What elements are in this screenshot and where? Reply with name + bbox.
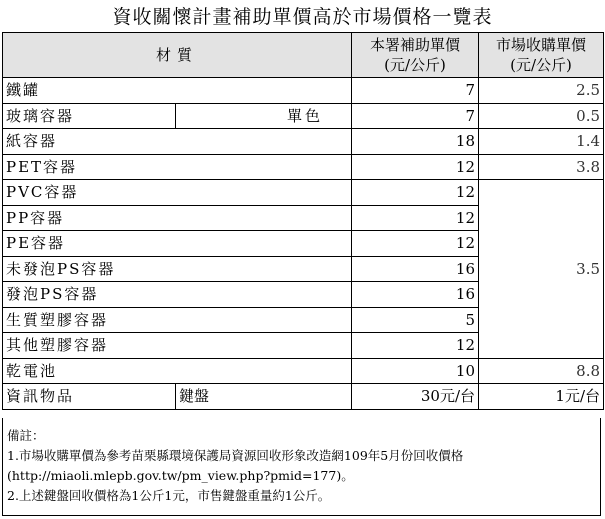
market-price: 1元/台 <box>479 384 604 410</box>
header-subsidy-line2: (元/公斤) <box>384 56 446 74</box>
subsidy-price: 30元/台 <box>352 384 479 410</box>
material-name: PP容器 <box>3 205 352 231</box>
material-subtype-label: 單色 <box>287 106 324 125</box>
notes-section <box>2 418 601 516</box>
note-line: 1.市場收購單價為參考苗栗縣環境保護局資源回收形象改造網109年5月份回收價格 <box>7 448 464 463</box>
subsidy-price: 16 <box>352 282 479 308</box>
subsidy-price: 5 <box>352 307 479 333</box>
subsidy-price: 12 <box>352 205 479 231</box>
material-name: 鐵罐 <box>3 78 352 104</box>
header-material: 材質 <box>3 33 352 78</box>
market-price: 3.8 <box>479 154 604 180</box>
subsidy-price: 7 <box>352 78 479 104</box>
market-price: 2.5 <box>479 78 604 104</box>
material-subtype <box>176 103 352 129</box>
header-market <box>479 33 604 78</box>
subsidy-price: 12 <box>352 333 479 359</box>
subsidy-price: 10 <box>352 358 479 384</box>
subsidy-price: 12 <box>352 231 479 257</box>
material-name: 資訊物品 <box>3 384 176 410</box>
material-name: 發泡PS容器 <box>3 282 352 308</box>
table-row <box>3 129 604 155</box>
table-row <box>3 358 604 384</box>
subsidy-price: 7 <box>352 103 479 129</box>
table-title: 資收關懷計畫補助單價高於市場價格一覽表 <box>112 6 493 28</box>
header-subsidy <box>352 33 479 78</box>
material-name: PET容器 <box>3 154 352 180</box>
price-table <box>2 32 604 410</box>
subsidy-price: 16 <box>352 256 479 282</box>
material-name: 其他塑膠容器 <box>3 333 352 359</box>
note-line: 2.上述鍵盤回收價格為1公斤1元，市售鍵盤重量約1公斤。 <box>7 488 331 503</box>
market-price: 0.5 <box>479 103 604 129</box>
material-name: PE容器 <box>3 231 352 257</box>
header-subsidy-line1: 本署補助單價 <box>370 36 461 54</box>
subsidy-price: 12 <box>352 180 479 206</box>
header-market-line1: 市場收購單價 <box>496 36 587 54</box>
table-row <box>3 154 604 180</box>
table-row <box>3 103 604 129</box>
table-row <box>3 384 604 410</box>
material-name: 乾電池 <box>3 358 352 384</box>
material-name: PVC容器 <box>3 180 352 206</box>
material-name: 玻璃容器 <box>3 103 176 129</box>
note-line: (http://miaoli.mlepb.gov.tw/pm_view.php?pmid=177)。 <box>7 468 354 483</box>
material-name: 紙容器 <box>3 129 352 155</box>
material-name: 生質塑膠容器 <box>3 307 352 333</box>
subsidy-price: 12 <box>352 154 479 180</box>
market-price: 8.8 <box>479 358 604 384</box>
table-row <box>3 78 604 104</box>
market-price: 1.4 <box>479 129 604 155</box>
market-price-merged: 3.5 <box>479 180 604 359</box>
material-name: 未發泡PS容器 <box>3 256 352 282</box>
header-market-line2: (元/公斤) <box>510 56 572 74</box>
subsidy-price: 18 <box>352 129 479 155</box>
material-subtype: 鍵盤 <box>176 384 352 410</box>
notes-heading: 備註： <box>7 428 45 443</box>
table-row <box>3 180 604 206</box>
header-row <box>3 33 604 78</box>
